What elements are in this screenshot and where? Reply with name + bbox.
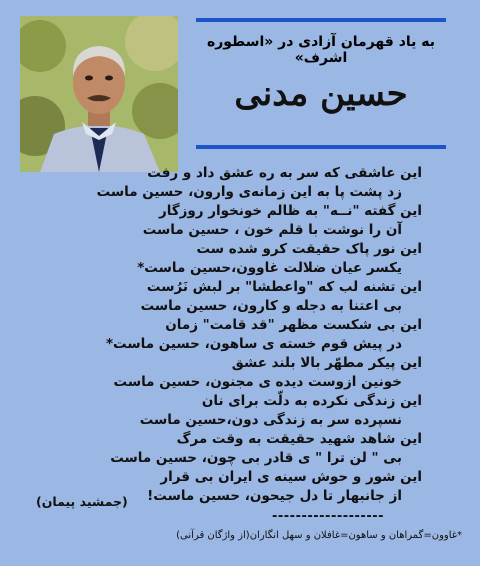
poem-line: این شور و حوش سینه ی ایران بی قرار [160, 469, 422, 485]
poem-line: از جانبهار تا دل جیحون، حسین ماست! [147, 488, 402, 504]
author-signature: (جمشید پیمان) [36, 494, 128, 509]
footnote: *غاوون=گمراهان و ساهون=غافلان و سهل انگاران(از واژگان قرآنی) [176, 530, 462, 541]
poem-line: آن را نوشت با قلم خون ، حسین ماست [142, 222, 402, 238]
poem-line: این عاشقی که سر به ره عشق داد و رفت [147, 165, 422, 181]
portrait-photo [20, 16, 178, 172]
poem-line: این شاهد شهید حقیقت به وقت مرگ [176, 431, 422, 447]
poem-line: زد پشت پا به این زمانه‌ی وارون، حسین ماست [96, 184, 402, 200]
poem-line: این زندگی نکرده به دلّت برای نان [201, 393, 422, 409]
separator-line: ------------------- [272, 509, 385, 524]
poem-line: این پیکر مطهّر بالا بلند عشق [231, 355, 422, 371]
poem-line: یکسر عیان ضلالت غاوون،حسین ماست* [137, 260, 402, 276]
poem-line: بی " لن ترا " ی قادر بی چون، حسین ماست [110, 450, 402, 466]
poem-line: این گفته "نــه" به ظالم خونخوار روزگار [158, 203, 422, 219]
poem-line: این تشنه لب که "واعطشا" بر لبش نَرُست [146, 279, 422, 295]
poem-line: در پیش قوم خسته ی ساهون، حسین ماست* [106, 336, 402, 352]
dedication-subtitle: به یاد قهرمان آزادی در «اسطوره اشرف» [206, 34, 436, 66]
poem-line: این بی شکست مظهر "قد قامت" زمان [165, 317, 422, 333]
poem-line: بی اعتنا به دجله و کارون، حسین ماست [140, 298, 402, 314]
poem-line: خونین ازوست دیده ی مجنون، حسین ماست [113, 374, 402, 390]
poem [18, 156, 468, 506]
poem-line: نسپرده سر به زندگی دون،حسین ماست [139, 412, 402, 428]
title-name: حسین مدنی [234, 74, 408, 114]
top-rule [196, 18, 446, 22]
poem-line: این نور پاک حقیقت کرو شده ست [196, 241, 422, 257]
bottom-rule [196, 145, 446, 149]
